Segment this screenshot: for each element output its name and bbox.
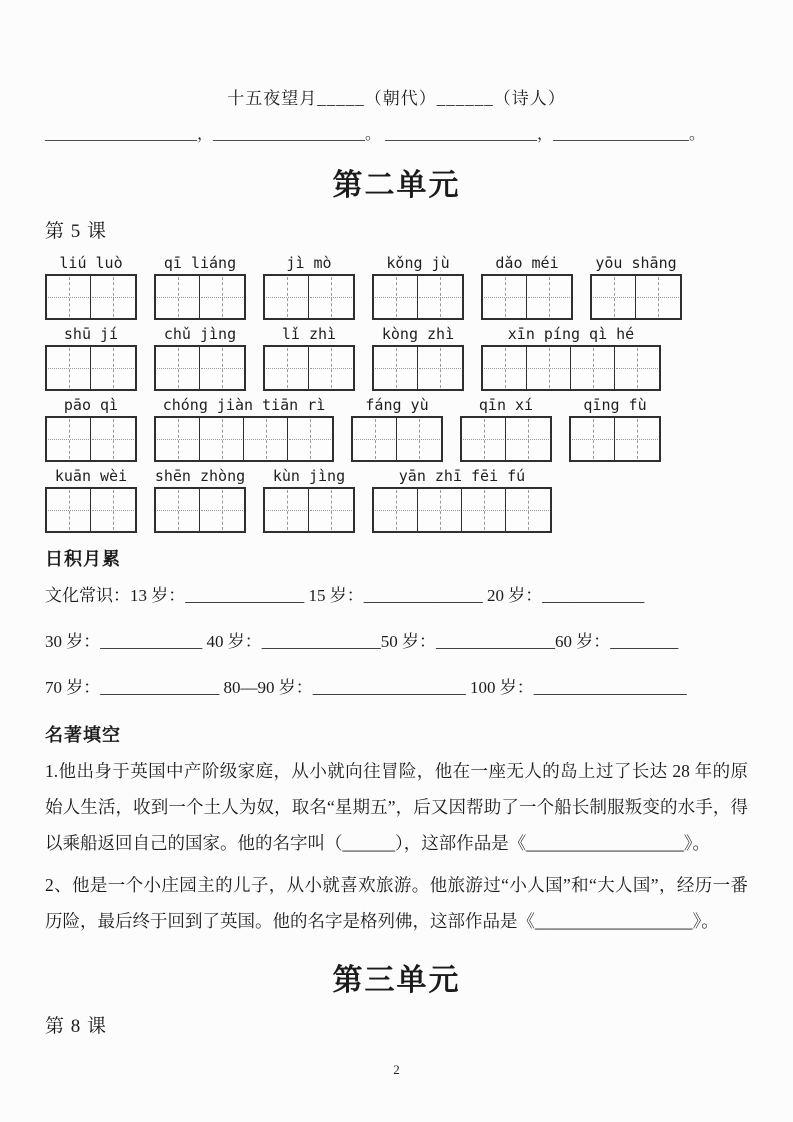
character-box-strip	[45, 416, 137, 462]
word-grid-group	[45, 253, 137, 320]
lesson-8-label: 第 8 课	[45, 1016, 108, 1037]
writing-grid-box	[47, 276, 91, 318]
unit2-heading: 第二单元	[332, 168, 461, 203]
pinyin-label: dǎo méi	[495, 254, 559, 272]
culture-facts-line-2: 30 岁：____________ 40 岁：______________50 岁：______________60 岁：________	[45, 632, 679, 651]
famous-works-question-2: 2、他是一个小庄园主的儿子，从小就喜欢旅游。他旅游过“小人国”和“大人国”，经历一番历险，最后终于回到了英国。他的名字是格列佛，这部作品是《__________________》。	[45, 875, 748, 931]
character-box-strip	[569, 416, 661, 462]
word-grid-group	[372, 466, 552, 533]
writing-grid-box	[156, 418, 200, 460]
word-grid-group	[263, 253, 355, 320]
writing-grid-box	[47, 347, 91, 389]
writing-grid-box	[374, 347, 418, 389]
grid-row	[45, 395, 748, 462]
page-number: 2	[393, 1062, 400, 1077]
writing-grid-box	[418, 347, 462, 389]
word-grid-group	[154, 324, 246, 391]
pinyin-label: liú luò	[59, 254, 123, 272]
writing-grid-box	[91, 276, 135, 318]
pinyin-label: chóng jiàn tiān rì	[162, 396, 326, 414]
pinyin-label: shū jí	[63, 325, 119, 343]
word-grid-group	[351, 395, 443, 462]
pinyin-label: yōu shāng	[595, 254, 677, 272]
writing-grid-box	[462, 489, 506, 531]
word-grid-group	[263, 466, 355, 533]
writing-grid-box	[265, 347, 309, 389]
word-grid-group	[569, 395, 661, 462]
pinyin-label: kòng zhì	[381, 325, 455, 343]
writing-grid-box	[244, 418, 288, 460]
writing-grid-box	[571, 347, 615, 389]
culture-facts-line-3: 70 岁：______________ 80—90 岁：__________________ 100 岁：__________________	[45, 678, 687, 697]
pinyin-label: xīn píng qì hé	[507, 325, 635, 343]
writing-grid-box	[200, 418, 244, 460]
writing-grid-box	[483, 276, 527, 318]
word-grid-group	[481, 253, 573, 320]
character-box-strip	[154, 487, 246, 533]
writing-grid-box	[47, 489, 91, 531]
writing-grid-box	[91, 347, 135, 389]
pinyin-label: shēn zhòng	[154, 467, 246, 485]
pinyin-label: kǒng jù	[386, 254, 450, 272]
writing-grid-box	[527, 347, 571, 389]
writing-grid-box	[91, 489, 135, 531]
word-grid-group	[154, 395, 334, 462]
famous-works-question-1: 1.他出身于英国中产阶级家庭，从小就向往冒险，他在一座无人的岛上过了长达 28 年的原始人生活，收到一个土人为奴，取名“星期五”，后又因帮助了一个船长制服叛变的水手，得以乘船返回自己的国家。他的名字叫（______），这部作品是《__________________》。	[45, 761, 748, 853]
word-grid-group	[263, 324, 355, 391]
pinyin-label: jì mò	[286, 254, 332, 272]
writing-grid-box	[47, 418, 91, 460]
writing-grid-box	[592, 276, 636, 318]
word-grid-group	[45, 395, 137, 462]
character-box-strip	[372, 345, 464, 391]
character-box-strip	[263, 345, 355, 391]
word-grid-group	[372, 253, 464, 320]
lesson-5-label: 第 5 课	[45, 221, 108, 242]
writing-grid-box	[156, 347, 200, 389]
character-box-strip	[263, 487, 355, 533]
grid-row	[45, 253, 748, 320]
character-box-strip	[45, 487, 137, 533]
writing-grid-box	[309, 347, 353, 389]
character-box-strip	[460, 416, 552, 462]
character-box-strip	[481, 274, 573, 320]
grid-row	[45, 466, 748, 533]
word-grid-group	[45, 466, 137, 533]
character-box-strip	[351, 416, 443, 462]
word-grid-group	[481, 324, 661, 391]
writing-grid-box	[265, 276, 309, 318]
writing-grid-box	[156, 276, 200, 318]
writing-grid-box	[615, 418, 659, 460]
writing-grid-box	[309, 489, 353, 531]
character-box-strip	[263, 274, 355, 320]
writing-grid-box	[506, 489, 550, 531]
pinyin-label: qī liáng	[163, 254, 237, 272]
unit3-heading: 第三单元	[332, 963, 461, 998]
writing-grid-box	[309, 276, 353, 318]
culture-facts-line-1: 文化常识：13 岁：______________ 15 岁：______________ 20 岁：____________	[45, 586, 645, 605]
character-box-strip	[45, 345, 137, 391]
writing-grid-box	[353, 418, 397, 460]
pinyin-label: qīng fù	[583, 396, 647, 414]
word-grid-group	[372, 324, 464, 391]
pinyin-label: yān zhī fēi fú	[398, 467, 526, 485]
writing-grid-box	[571, 418, 615, 460]
pinyin-label: lǐ zhì	[281, 325, 337, 343]
writing-grid-box	[462, 418, 506, 460]
grid-row	[45, 324, 748, 391]
word-grid-group	[154, 253, 246, 320]
character-box-strip	[154, 274, 246, 320]
character-box-strip	[372, 487, 552, 533]
writing-grid-box	[156, 489, 200, 531]
pinyin-label: pāo qì	[63, 396, 119, 414]
writing-grid-box	[200, 276, 244, 318]
writing-grid-box	[374, 276, 418, 318]
word-grid-group	[154, 466, 246, 533]
writing-grid-box	[483, 347, 527, 389]
character-box-strip	[154, 345, 246, 391]
pinyin-label: chǔ jìng	[163, 325, 237, 343]
word-grid-group	[45, 324, 137, 391]
poem-answer-blanks: ___________________，___________________。 ___________________，_________________。	[45, 126, 705, 143]
word-grid-group	[460, 395, 552, 462]
writing-grid-box	[527, 276, 571, 318]
famous-works-heading: 名著填空	[45, 725, 121, 746]
poem-title-line: 十五夜望月_____（朝代）______（诗人）	[227, 89, 566, 108]
writing-grid-box	[200, 347, 244, 389]
character-box-strip	[481, 345, 661, 391]
writing-grid-box	[418, 489, 462, 531]
character-box-strip	[590, 274, 682, 320]
character-box-strip	[154, 416, 334, 462]
character-box-strip	[372, 274, 464, 320]
pinyin-label: fáng yù	[365, 396, 429, 414]
accumulation-heading: 日积月累	[45, 549, 121, 570]
writing-grid-box	[636, 276, 680, 318]
pinyin-writing-grids	[45, 253, 748, 533]
writing-grid-box	[615, 347, 659, 389]
writing-grid-box	[397, 418, 441, 460]
writing-grid-box	[288, 418, 332, 460]
writing-grid-box	[265, 489, 309, 531]
writing-grid-box	[418, 276, 462, 318]
character-box-strip	[45, 274, 137, 320]
pinyin-label: kùn jìng	[272, 467, 346, 485]
writing-grid-box	[374, 489, 418, 531]
writing-grid-box	[506, 418, 550, 460]
word-grid-group	[590, 253, 682, 320]
writing-grid-box	[91, 418, 135, 460]
writing-grid-box	[200, 489, 244, 531]
pinyin-label: qīn xí	[478, 396, 534, 414]
pinyin-label: kuān wèi	[54, 467, 128, 485]
